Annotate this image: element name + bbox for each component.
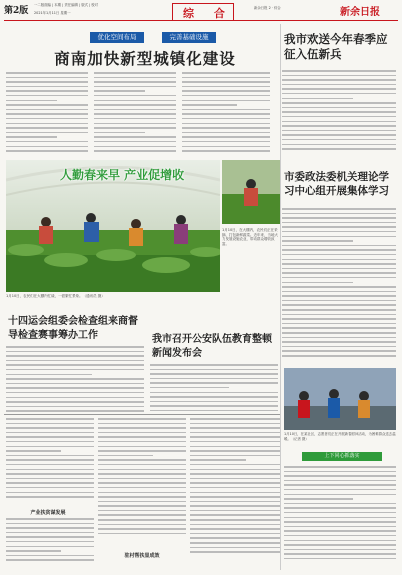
- bottom-body-col-1: [6, 418, 94, 508]
- right-mid-body: [282, 208, 396, 364]
- lead-kicker-left: 优化空间布局: [90, 32, 144, 43]
- mid-center-title: 我市召开公安队伍教育整顿新闻发布会: [152, 334, 272, 359]
- mid-center-body: [150, 364, 278, 412]
- masthead-rule: [4, 20, 398, 21]
- bottom-body-col-1b: [6, 518, 94, 570]
- mid-left-body: [6, 346, 144, 412]
- bottom-box-label: 上下同心抓落实: [302, 452, 382, 461]
- nav-line: 一二版面编 | 本期 | 责任编辑 | 版式 | 校对: [34, 3, 99, 7]
- greenhouse-photo-small: [222, 160, 280, 224]
- bottom-subhead-1: 产业扶贫谋发展: [30, 510, 66, 516]
- right-top-title: 我市欢送今年春季应征入伍新兵: [284, 32, 388, 61]
- bottom-rule: [4, 414, 280, 415]
- bottom-subhead-2: 驻村帮扶显成效: [124, 553, 160, 559]
- lead-body-col-2: [94, 72, 176, 162]
- community-photo-caption: 1月10日，在某社区，志愿者们正在开展新春慰问活动，为困难群众送去温暖。（记者 摄）: [284, 432, 396, 441]
- right-mid-title: 市委政法委机关理论学习中心组开展集体学习: [284, 171, 389, 197]
- paper-name: 新余日报: [340, 7, 380, 18]
- photo-caption-left: 1月10日，农民们在大棚内忙碌，一派繁忙景象。（通讯员 摄）: [6, 294, 105, 298]
- lead-body-col-3: [182, 72, 270, 162]
- right-top-body: [282, 70, 396, 158]
- column-divider-right: [280, 24, 281, 570]
- bottom-right-body: [284, 466, 396, 570]
- lead-title: 商南加快新型城镇化建设: [54, 49, 236, 68]
- mid-left-title: 十四运会组委会检查组来商督导检查赛事筹办工作: [8, 316, 138, 341]
- section-label-box: [172, 3, 234, 21]
- bottom-body-col-2: [98, 418, 186, 548]
- photo-banner-title: 人勤春来早 产业促增收: [60, 168, 185, 182]
- lead-kicker-right: 完善基础设施: [162, 32, 216, 43]
- community-photo: [284, 368, 396, 430]
- section-label: 综 合: [183, 7, 233, 20]
- tel-line: 新余日报 2 · 综合: [254, 6, 281, 10]
- page-number: 第2版: [4, 6, 29, 16]
- bottom-body-col-3: [190, 418, 280, 570]
- issue-date: 2021年1月11日 星期一: [34, 11, 71, 15]
- lead-body-col-1: [6, 72, 88, 162]
- photo-caption-right: 1月10日，在大棚内，农民们正在采摘、打包新鲜蔬菜。近年来，当地大力发展设施农业，带动群众增收致富。: [222, 228, 278, 246]
